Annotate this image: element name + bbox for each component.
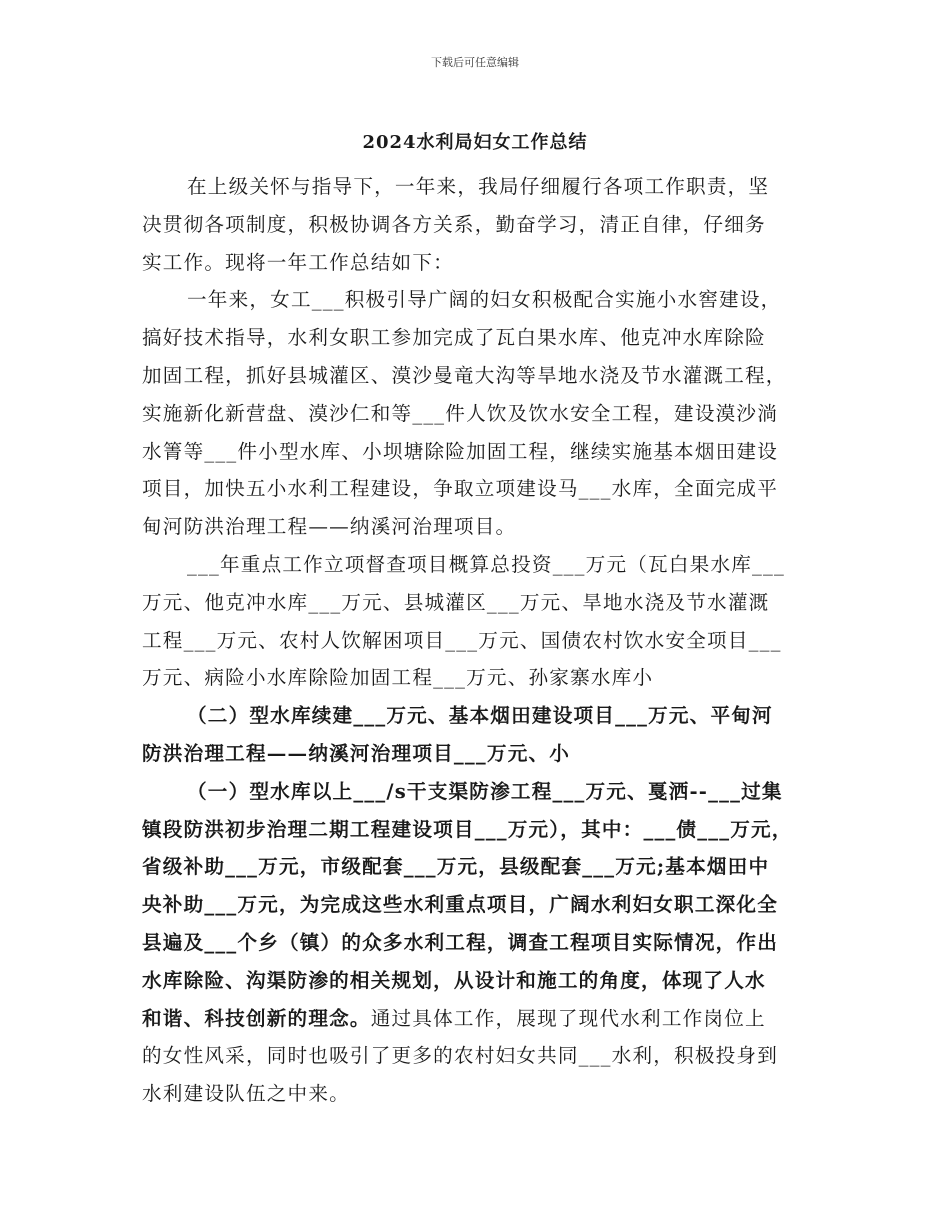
body-line	[142, 697, 814, 735]
body-line-text: 加固工程，抓好县城灌区、漠沙曼竜大沟等旱地水浇及节水灌溉工程，	[142, 363, 787, 387]
body-line	[142, 811, 814, 849]
body-line-text: 万元、他克冲水库___万元、县城灌区___万元、旱地水浇及节水灌溉	[142, 590, 770, 614]
body-line	[142, 319, 814, 357]
body-line-tail: 通过具体工作，展现了现代水利工作岗位上	[370, 1006, 766, 1030]
body-line	[142, 206, 814, 244]
body-line	[142, 848, 814, 886]
body-line	[142, 1000, 814, 1038]
body-line	[142, 622, 814, 660]
body-line-text: 一年来，女工___积极引导广阔的妇女积极配合实施小水窖建设，	[187, 288, 782, 312]
body-line-text: 水库除险、沟渠防渗的相关规划，从设计和施工的角度，体现了人水	[142, 968, 766, 992]
body-line	[142, 1037, 814, 1075]
body-line	[142, 168, 814, 206]
header-note: 下载后可任意编辑	[431, 56, 519, 69]
body-line	[142, 281, 814, 319]
body-line-text: （一）型水库以上___/s干支渠防渗工程___万元、戛洒--___过集	[187, 779, 783, 803]
body-line	[142, 244, 814, 282]
body-line	[142, 508, 814, 546]
body-line	[142, 924, 814, 962]
document-title: 2024水利局妇女工作总结	[362, 132, 588, 153]
body-line-text: 在上级关怀与指导下，一年来，我局仔细履行各项工作职责，坚	[187, 175, 770, 198]
body-line-text: 央补助___万元，为完成这些水利重点项目，广阔水利妇女职工深化全	[142, 893, 779, 917]
body-line-text: 实工作。现将一年工作总结如下：	[142, 250, 454, 274]
body-line-text: 镇段防洪初步治理二期工程建设项目___万元），其中：___债___万元，	[142, 817, 793, 841]
body-line	[142, 962, 814, 1000]
body-line	[142, 433, 814, 471]
body-line	[142, 886, 814, 924]
body-line-text: 甸河防洪治理工程——纳溪河治理项目。	[142, 515, 517, 539]
body-line-text: 决贯彻各项制度，积极协调各方关系，勤奋学习，清正自律，仔细务	[142, 212, 766, 236]
body-line-text: （二）型水库续建___万元、基本烟田建设项目___万元、平甸河	[187, 704, 773, 728]
body-line-text: ___年重点工作立项督查项目概算总投资___万元（瓦白果水库___	[187, 552, 786, 576]
body-line-text: 水箐等___件小型水库、小坝塘除险加固工程，继续实施基本烟田建设	[142, 439, 779, 463]
body-line-text: 搞好技术指导，水利女职工参加完成了瓦白果水库、他克冲水库除险	[142, 326, 766, 350]
body-line-text: 水利建设队伍之中来。	[142, 1082, 350, 1106]
body-line	[142, 470, 814, 508]
body-line	[142, 659, 814, 697]
body-line-text: 防洪治理工程——纳溪河治理项目___万元、小	[142, 741, 571, 765]
body-line	[142, 395, 814, 433]
body-line-text: 和谐、科技创新的理念。	[142, 1006, 371, 1030]
body-line	[142, 357, 814, 395]
body-line-text: 项目，加快五小水利工程建设，争取立项建设马___水库，全面完成平	[142, 477, 779, 501]
body-line	[142, 584, 814, 622]
body-line	[142, 1075, 814, 1113]
body-line	[142, 773, 814, 811]
body-line-text: 工程___万元、农村人饮解困项目___万元、国债农村饮水安全项目___	[142, 628, 782, 652]
body-line-text: 实施新化新营盘、漠沙仁和等___件人饮及饮水安全工程，建设漠沙淌	[142, 401, 779, 425]
document-body	[142, 168, 814, 1113]
body-line-text: 万元、病险小水库除险加固工程___万元、孙家寨水库小	[142, 666, 654, 690]
body-line-text: 的女性风采，同时也吸引了更多的农村妇女共同___水利，积极投身到	[142, 1044, 779, 1068]
body-line-text: 省级补助___万元，市级配套___万元，县级配套___万元;基本烟田中	[142, 855, 770, 879]
body-line	[142, 546, 814, 584]
body-line-text: 县遍及___个乡（镇）的众多水利工程，调查工程项目实际情况，作出	[142, 930, 779, 954]
body-line	[142, 735, 814, 773]
